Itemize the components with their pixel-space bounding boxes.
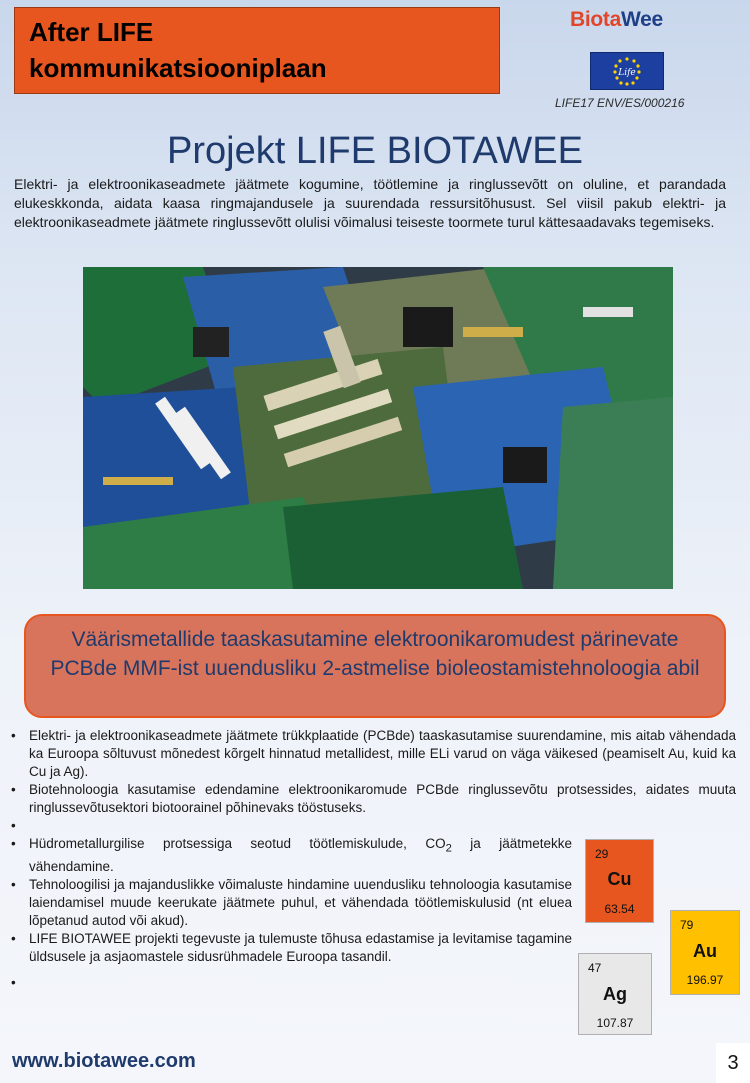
- hydro-text-before: Hüdrometallurgilise protsessiga seotud töötlemiskulude, CO: [29, 836, 446, 851]
- document-title-box: [14, 7, 500, 94]
- biotawee-logo: [570, 8, 663, 32]
- element-symbol: Au: [693, 941, 717, 961]
- element-tile-copper: [585, 839, 654, 923]
- hydro-text-subscript: 2: [445, 842, 452, 855]
- website-link[interactable]: www.biotawee.com: [12, 1050, 196, 1072]
- eu-stars-icon: [591, 53, 663, 89]
- element-atomic-number: 47: [588, 961, 602, 975]
- circuit-boards-photo: [83, 267, 673, 589]
- element-atomic-mass: 196.97: [686, 973, 724, 987]
- logo-text-part2: Wee: [621, 8, 663, 31]
- list-item: • Tehnoloogilisi ja majanduslikke võimaluste hindamine uuendusliku tehnoloogia kasutamise laiendamisel muude keerukate jäätmete puhul, et vähendada töötlemiskulusid (nt eluea lõpetanud autod või akud).: [11, 876, 572, 930]
- list-item: • Biotehnoloogia kasutamise edendamine elektroonikaromude PCBde ringlussevõtu protsessides, aidates muuta ringlussevõtusektori biotoorainel põhinevaks tööstuseks.: [11, 781, 736, 817]
- element-atomic-mass: 63.54: [604, 902, 635, 916]
- page-heading: Projekt LIFE BIOTAWEE: [167, 130, 583, 172]
- eu-life-flag-icon: [590, 52, 664, 90]
- element-symbol: Cu: [607, 869, 632, 889]
- element-atomic-number: 29: [595, 847, 609, 861]
- element-atomic-number: 79: [680, 918, 694, 932]
- list-item: [11, 817, 736, 835]
- project-code: LIFE17 ENV/ES/000216: [555, 96, 685, 110]
- circuit-boards-illustration: [83, 267, 673, 589]
- intro-paragraph: Elektri- ja elektroonikaseadmete jäätmete kogumine, töötlemine ja ringlussevõtt on oluline, et parandada elukeskkonda, aidata kaasa ringmajandusele ja suurendada ressursitõhusust. Sel viisil pakub elektri- ja elektroonikaseadmete jäätmete ringlussevõtt olulisi võimalusi teiseste toormete turul kättesaadavaks tegemiseks.: [14, 176, 726, 230]
- element-atomic-mass: 107.87: [596, 1016, 634, 1030]
- list-item: • Elektri- ja elektroonikaseadmete jäätmete trükkplaatide (PCBde) taaskasutamise suurendamine, mis aitab vähendada ka Euroopa sõltuvust mõnedest kõrgelt hinnatud metallidest, mille ELi varud on väga väikesed (peamiselt Au, kuid ka Cu ja Ag).: [11, 727, 736, 781]
- element-tile-gold: [670, 910, 740, 995]
- list-item: [11, 835, 572, 876]
- eu-flag-life-text: Life: [618, 68, 636, 78]
- list-item: • LIFE BIOTAWEE projekti tegevuste ja tulemuste tõhusa edastamise ja levitamise tagamine üldsusele ja asjaomastele sidusrühmadele Euroopa tasandil.: [11, 930, 572, 966]
- hydro-text-after: ja jäätmetekke vähendamine.: [29, 836, 573, 874]
- document-title-line1: After LIFE: [29, 17, 154, 47]
- project-goal-banner: Väärismetallide taaskasutamine elektroonikaromudest pärinevate PCBde MMF-ist uuendusliku 2-astmelise bioleostamistehnoloogia abil: [24, 614, 726, 718]
- document-title-line2: kommunikatsiooniplaan: [29, 53, 327, 83]
- logo-text-part1: Biota: [570, 8, 622, 31]
- element-symbol: Ag: [603, 984, 627, 1004]
- element-tile-silver: [578, 953, 652, 1035]
- page-number: 3: [716, 1043, 750, 1083]
